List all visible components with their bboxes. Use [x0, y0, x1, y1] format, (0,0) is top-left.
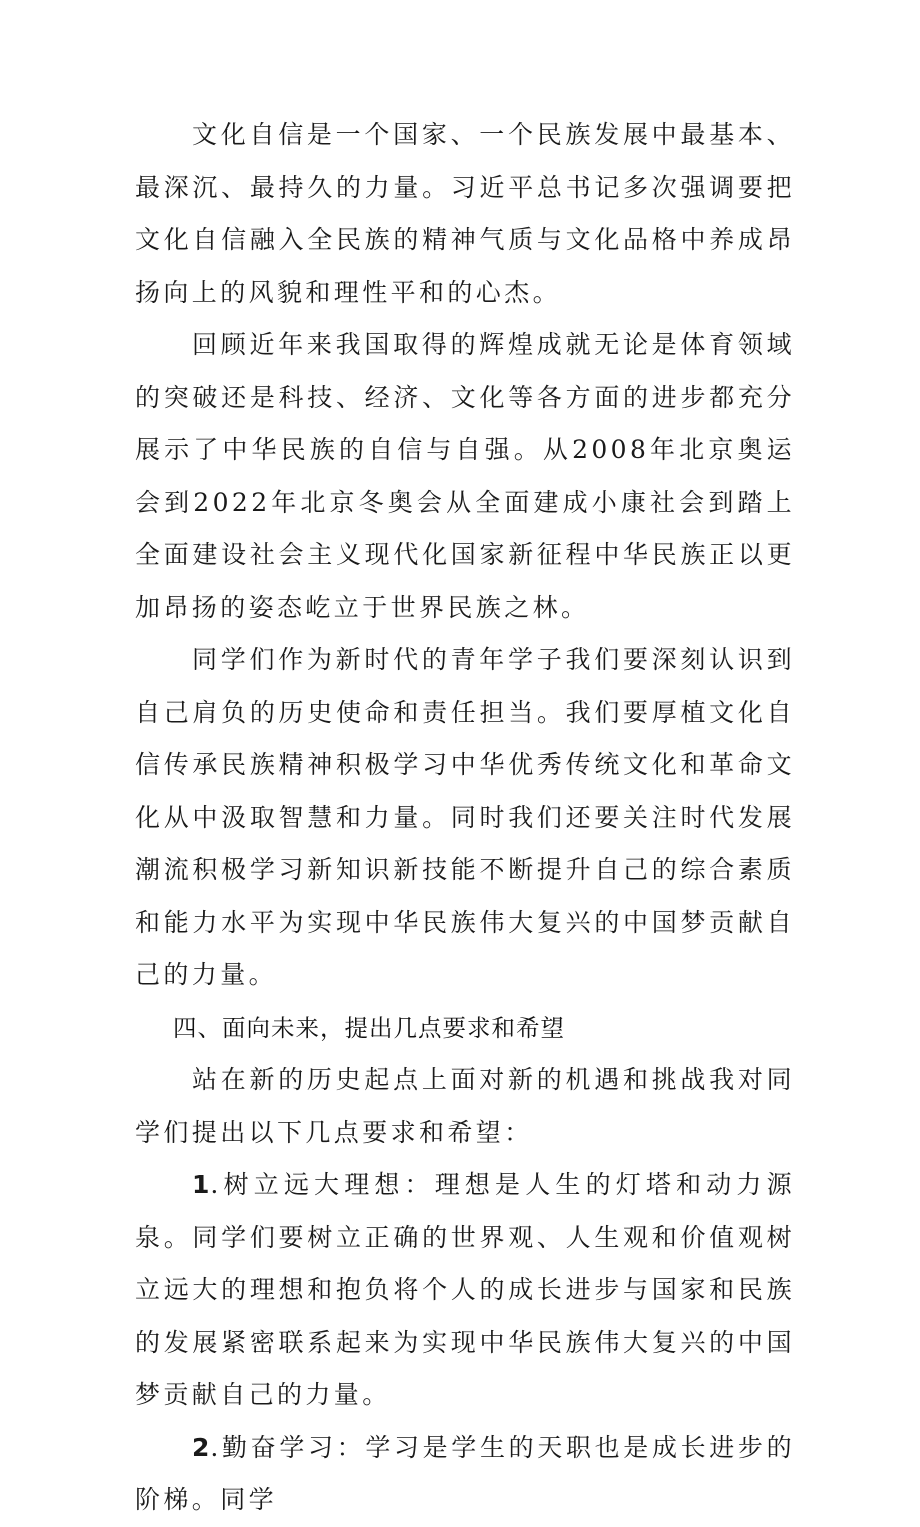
- document-body: [135, 109, 795, 1527]
- list-item-number: 2: [192, 1432, 211, 1462]
- paragraph-achievements: 回顾近年来我国取得的辉煌成就无论是体育领域的突破还是科技、经济、文化等各方面的进步都充分展示了中华民族的自信与自强。从2008年北京奥运会到2022年北京冬奥会从全面建成小康社会到踏上全面建设社会主义现代化国家新征程中华民族正以更加昂扬的姿态屹立于世界民族之林。: [135, 330, 795, 622]
- list-item-text: .勤奋学习：学习是学生的天职也是成长进步的阶梯。同学: [135, 1432, 795, 1514]
- paragraph-cultural-confidence: 文化自信是一个国家、一个民族发展中最基本、最深沉、最持久的力量。习近平总书记多次强调要把文化自信融入全民族的精神气质与文化品格中养成昂扬向上的风貌和理性平和的心杰。: [135, 120, 795, 307]
- paragraph-students-mission: 同学们作为新时代的青年学子我们要深刻认识到自己肩负的历史使命和责任担当。我们要厚植文化自信传承民族精神积极学习中华优秀传统文化和革命文化从中汲取智慧和力量。同时我们还要关注时代发展潮流积极学习新知识新技能不断提升自己的综合素质和能力水平为实现中华民族伟大复兴的中国梦贡献自己的力量。: [135, 645, 795, 989]
- paragraph-intro: 站在新的历史起点上面对新的机遇和挑战我对同学们提出以下几点要求和希望：: [135, 1065, 795, 1147]
- list-item-number: 1: [192, 1170, 211, 1199]
- list-item-text: .树立远大理想：理想是人生的灯塔和动力源泉。同学们要树立正确的世界观、人生观和价值观树立远大的理想和抱负将个人的成长进步与国家和民族的发展紧密联系起来为实现中华民族伟大复兴的中国梦贡献自己的力量。: [135, 1170, 795, 1409]
- list-item: [135, 1159, 795, 1422]
- list-item: [135, 1422, 795, 1527]
- section-heading: 四、面向未来，提出几点要求和希望: [173, 1013, 565, 1042]
